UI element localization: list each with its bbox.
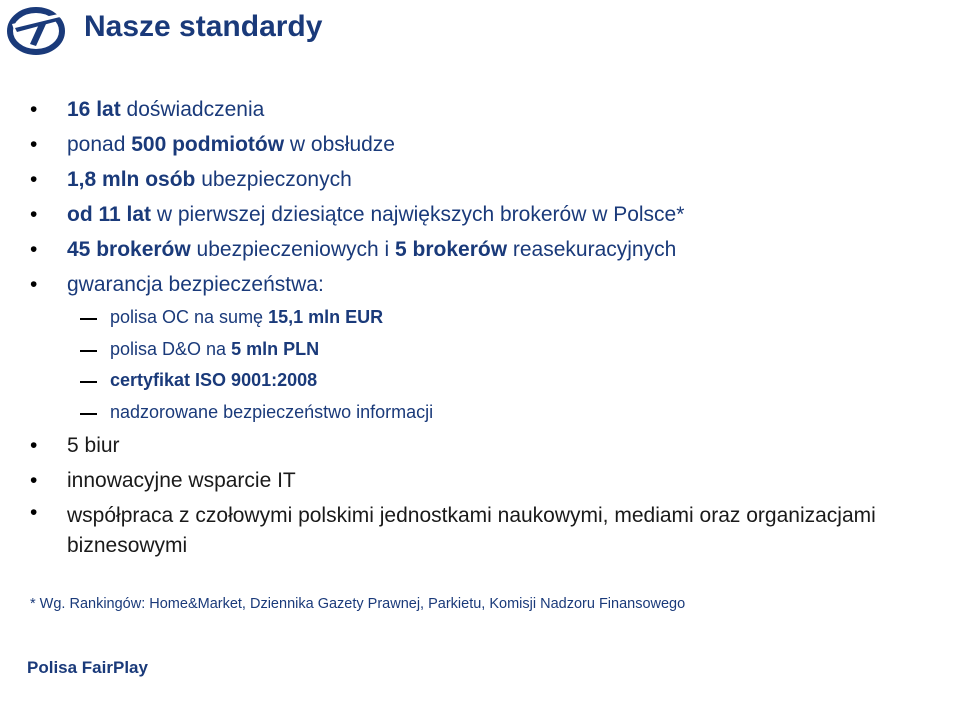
bullet-cooperation: • współpraca z czołowymi polskimi jednostkami naukowymi, mediami oraz organizacjami biznesowymi	[30, 498, 930, 561]
sub-item-oc-policy: polisa OC na sumę 15,1 mln EUR	[30, 302, 930, 334]
footer-brand: Polisa FairPlay	[27, 658, 148, 677]
bullet-list	[30, 92, 930, 561]
bullet-brokers: • 45 brokerów ubezpieczeniowych i 5 brokerów reasekuracyjnych	[30, 232, 930, 267]
bullet-clients: • ponad 500 podmiotów w obsłudze	[30, 127, 930, 162]
bullet-ranking: • od 11 lat w pierwszej dziesiątce największych brokerów w Polsce*	[30, 197, 930, 232]
bullet-experience: • 16 lat doświadczenia	[30, 92, 930, 127]
sub-item-information-security: nadzorowane bezpieczeństwo informacji	[30, 397, 930, 429]
bullet-insured: • 1,8 mln osób ubezpieczonych	[30, 162, 930, 197]
sub-item-do-policy: polisa D&O na 5 mln PLN	[30, 334, 930, 366]
sub-item-iso-certificate: certyfikat ISO 9001:2008	[30, 365, 930, 397]
footnote: * Wg. Rankingów: Home&Market, Dziennika Gazety Prawnej, Parkietu, Komisji Nadzoru Finansowego	[30, 596, 686, 612]
guarantee-sub-list	[30, 302, 930, 428]
bullet-guarantee: • gwarancja bezpieczeństwa:	[30, 267, 930, 302]
polisa-fairplay-logo-icon	[6, 4, 68, 56]
bullet-offices: • 5 biur	[30, 428, 930, 463]
page-title: Nasze standardy	[84, 10, 323, 43]
bullet-it-support: • innowacyjne wsparcie IT	[30, 463, 930, 498]
